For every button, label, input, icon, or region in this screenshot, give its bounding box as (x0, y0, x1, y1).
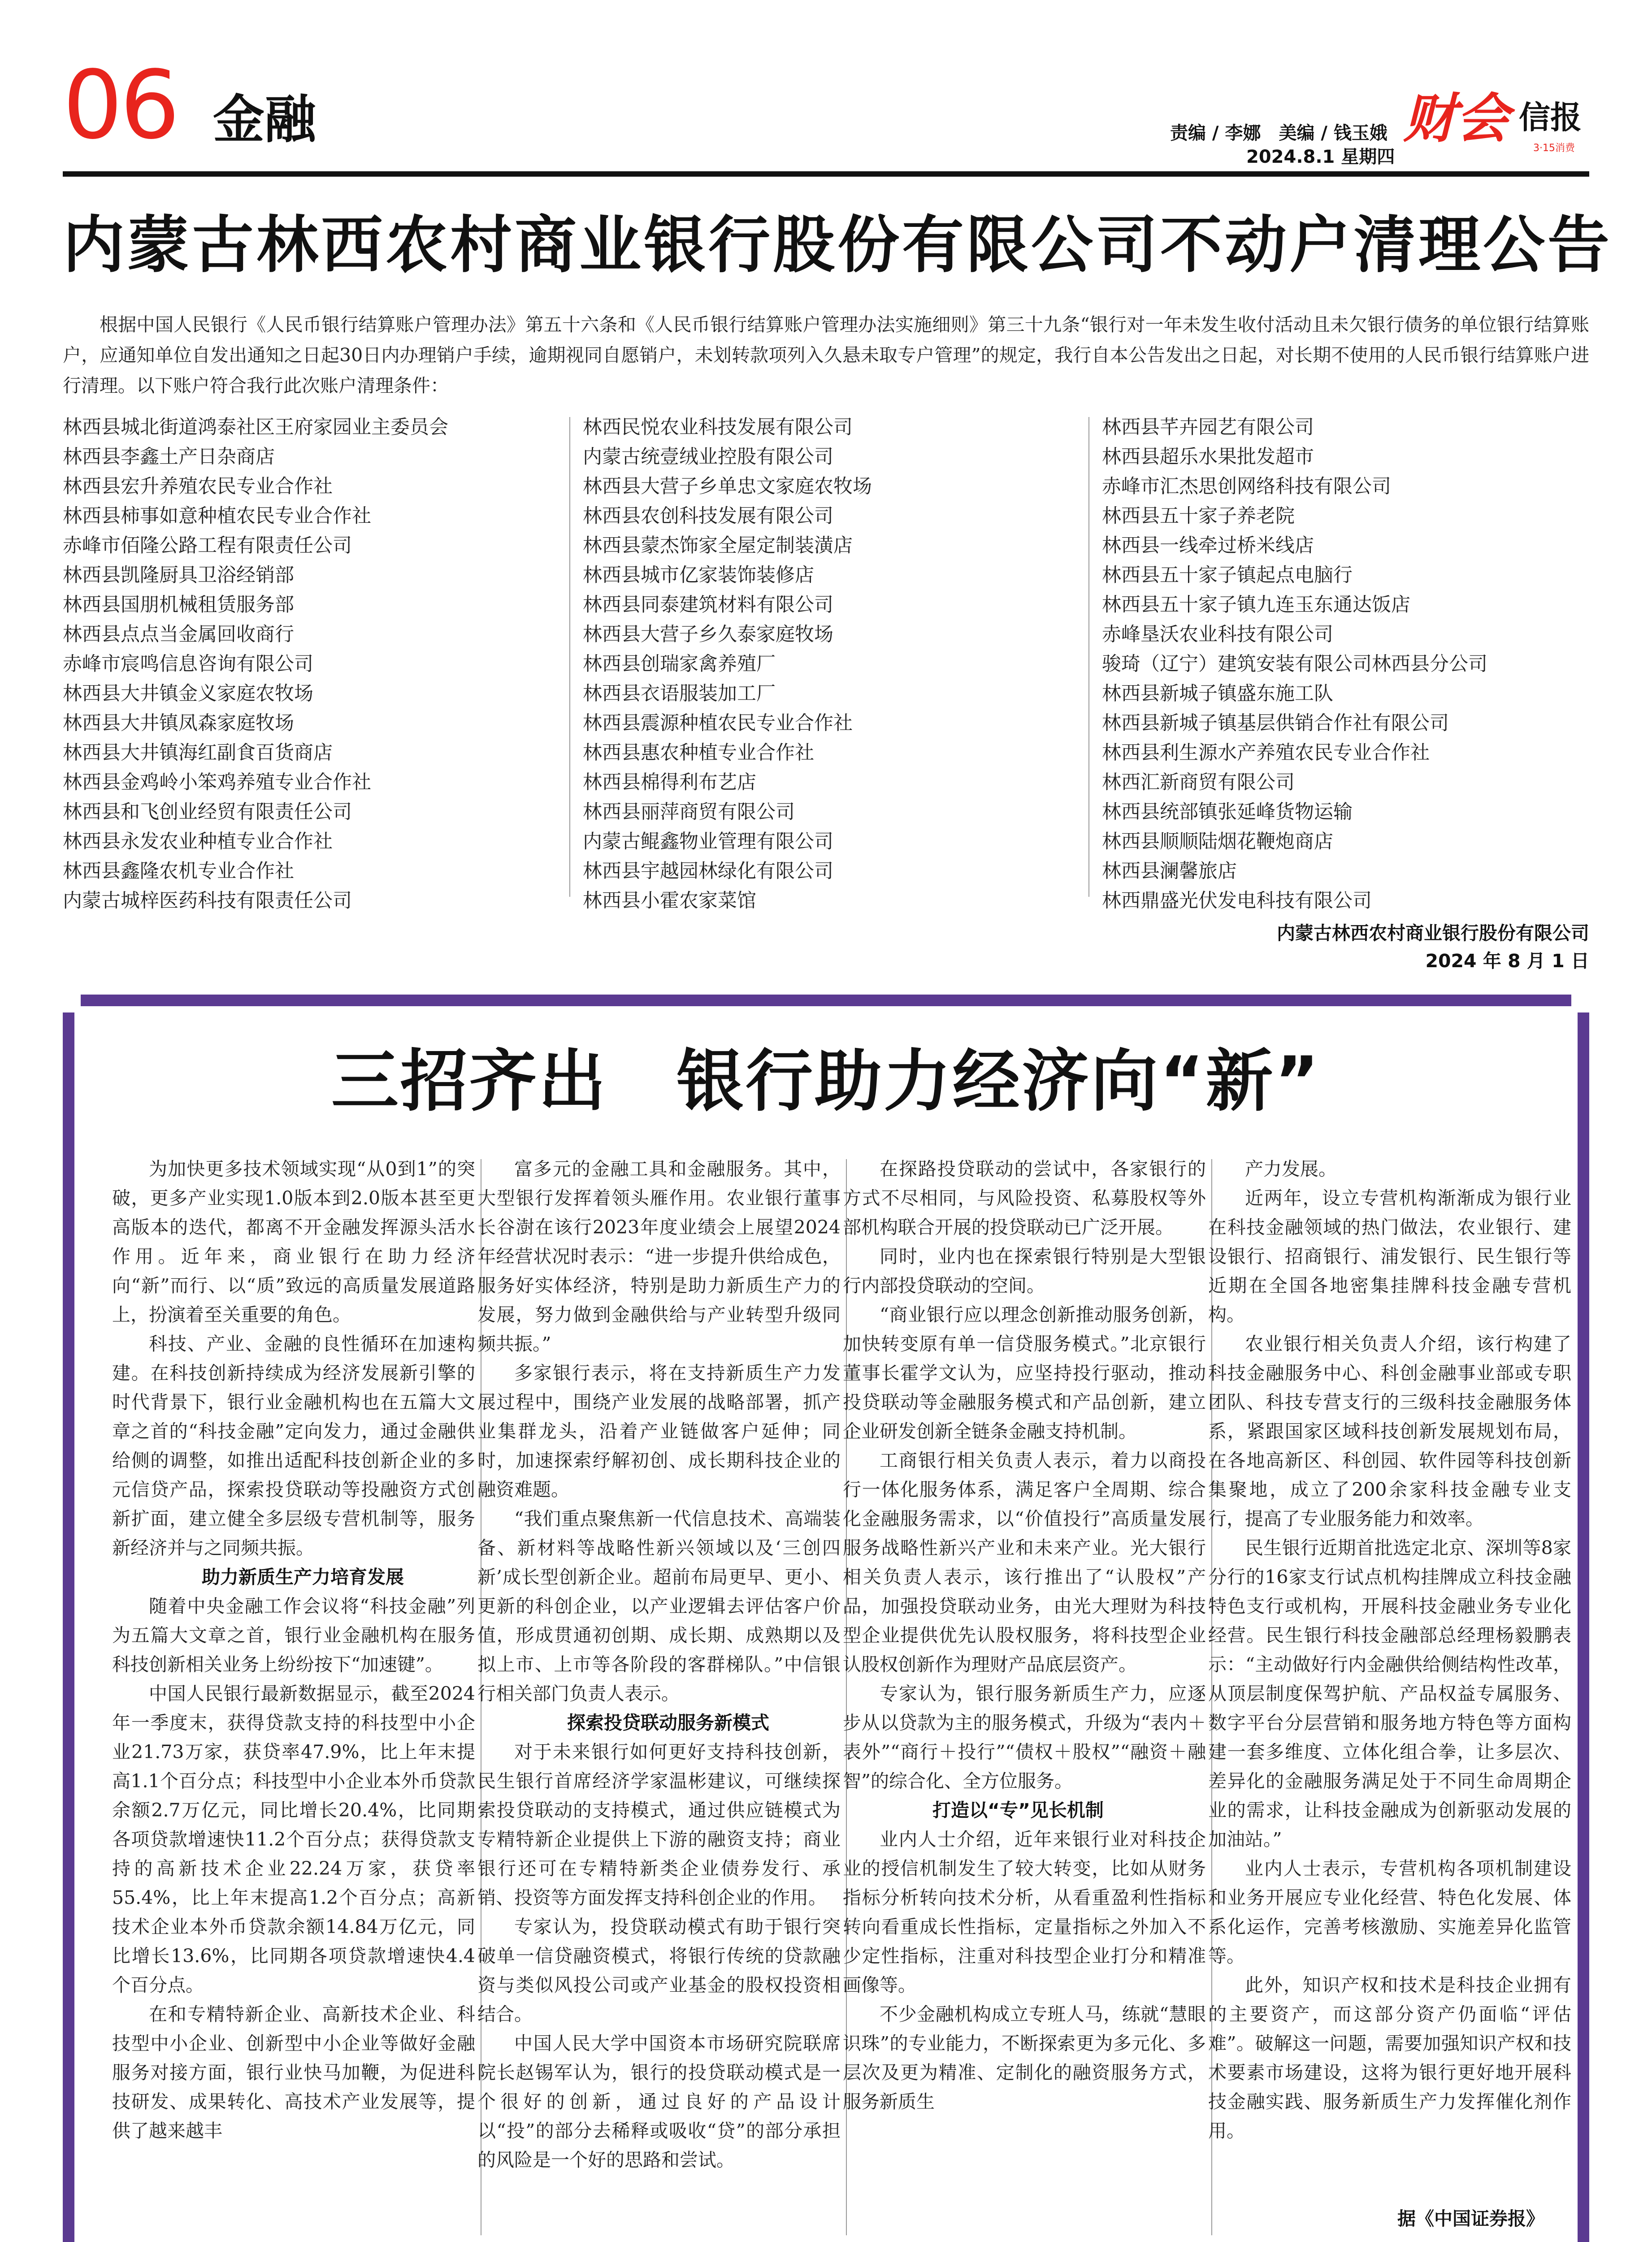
account-name: 林西县芊卉园艺有限公司 (1102, 416, 1314, 439)
account-name: 林西县大营子乡单忠文家庭农牧场 (583, 475, 872, 498)
article-paragraph: 工商银行相关负责人表示，着力以商投行一体化服务体系，满足客户全周期、综合化金融服务需求，以“价值投行”高质量发展服务战略性新兴产业和未来产业。光大银行相关负责人表示，该行推出了“认股权”产品，加强投贷联动业务，由光大理财为科技型企业提供优先认股权服务，将科技型企业认股权创新作为理财产品底层资产。 (843, 1450, 1206, 1675)
article-paragraph: 在探路投贷联动的尝试中，各家银行的方式不尽相同，与风险投资、私募股权等外部机构联合开展的投贷联动已广泛开展。 (843, 1158, 1206, 1238)
account-name: 林西县大井镇海红副食百货商店 (63, 742, 333, 764)
account-name: 林西县惠农种植专业合作社 (583, 742, 814, 764)
account-name: 林西县五十家子镇起点电脑行 (1102, 564, 1353, 587)
account-name: 林西县震源种植农民专业合作社 (583, 712, 853, 734)
account-name: 内蒙古城梓医药科技有限责任公司 (63, 890, 352, 912)
account-name: 林西县国朋机械租赁服务部 (63, 594, 294, 616)
signer-name: 内蒙古林西农村商业银行股份有限公司 (1277, 922, 1589, 944)
article-paragraph: 随着中央金融工作会议将“科技金融”列为五篇大文章之首，银行业金融机构在服务科技创新相关业务上纷纷按下“加速键”。 (112, 1595, 475, 1675)
article-paragraph: 在和专精特新企业、高新技术企业、科技型中小企业、创新型中小企业等做好金融服务对接方面，银行业快马加鞭，为促进科技研发、成果转化、高技术产业发展等，提供了越来越丰 (112, 2003, 475, 2142)
account-name: 林西县农创科技发展有限公司 (583, 505, 833, 527)
account-name: 林西县李鑫土产日杂商店 (63, 446, 275, 468)
article-paragraph: 产力发展。 (1245, 1158, 1337, 1180)
account-name: 林西县大营子乡久泰家庭牧场 (583, 623, 833, 646)
header-divider (63, 171, 1589, 177)
notice-title: 内蒙古林西农村商业银行股份有限公司不动户清理公告 (63, 209, 1613, 281)
sign-date: 2024 年 8 月 1 日 (1425, 950, 1589, 972)
article-paragraph: “商业银行应以理念创新推动服务创新，加快转变原有单一信贷服务模式。”北京银行董事长霍学文认为，应坚持投行驱动，推动投贷联动等金融服务模式和产品创新，建立企业研发创新全链条金融支持机制。 (843, 1304, 1206, 1442)
account-name: 赤峰市佰隆公路工程有限责任公司 (63, 534, 352, 557)
article-column-4 (1208, 1155, 1571, 2146)
account-name: 林西民悦农业科技发展有限公司 (583, 416, 853, 439)
account-name: 林西县创瑞家禽养殖厂 (583, 653, 776, 675)
account-name: 林西县金鸡岭小笨鸡养殖专业合作社 (63, 771, 371, 794)
account-name: 林西汇新商贸有限公司 (1102, 771, 1295, 794)
account-name: 林西县利生源水产养殖农民专业合作社 (1102, 742, 1430, 764)
article-paragraph: 为加快更多技术领域实现“从0到1”的突破，更多产业实现1.0版本到2.0版本甚至更高版本的迭代，都离不开金融发挥源头活水作用。近年来，商业银行在助力经济向“新”而行、以“质”致远的高质量发展道路上，扮演着至关重要的角色。 (112, 1158, 475, 1325)
account-name: 林西县小霍农家菜馆 (583, 890, 756, 912)
article-paragraph: “我们重点聚焦新一代信息技术、高端装备、新材料等战略性新兴领域以及‘三创四新’成长型创新企业。超前布局更早、更小、更新的科创企业，以产业逻辑去评估客户价值，形成贯通初创期、成长期、成熟期以及拟上市、上市等各阶段的客群梯队。”中信银行相关部门负责人表示。 (477, 1508, 841, 1704)
account-name: 赤峰市宸鸣信息咨询有限公司 (63, 653, 313, 675)
account-name: 林西县一线牵过桥米线店 (1102, 534, 1314, 557)
logo-sub-text: 信报 (1519, 99, 1582, 136)
article-subheading: 助力新质生产力培育发展 (202, 1566, 404, 1588)
article-paragraph: 同时，业内也在探索银行特别是大型银行内部投贷联动的空间。 (843, 1246, 1206, 1296)
frame-corner (1571, 995, 1589, 1012)
article-paragraph: 近两年，设立专营机构渐渐成为银行业在科技金融领域的热门做法，农业银行、建设银行、招商银行、浦发银行、民生银行等近期在全国各地密集挂牌科技金融专营机构。 (1208, 1187, 1571, 1325)
account-name: 林西县宇越园林绿化有限公司 (583, 860, 833, 882)
article-column-1 (112, 1155, 475, 2146)
account-name: 林西县宏升养殖农民专业合作社 (63, 475, 333, 498)
account-name: 林西县大井镇金义家庭农牧场 (63, 682, 313, 705)
account-name: 林西县大井镇凤森家庭牧场 (63, 712, 294, 734)
account-name: 林西县同泰建筑材料有限公司 (583, 594, 833, 616)
article-paragraph: 科技、产业、金融的良性循环在加速构建。在科技创新持续成为经济发展新引擎的时代背景下，银行业金融机构也在五篇大文章之首的“科技金融”定向发力，通过金融供给侧的调整，如推出适配科技创新企业的多元信贷产品，探索投贷联动等投融资方式创新扩面，建立健全多层级专营机制等，服务新经济并与之同频共振。 (112, 1333, 475, 1559)
notice-signature (1277, 919, 1589, 975)
account-name: 内蒙古统壹绒业控股有限公司 (583, 446, 833, 468)
article-paragraph: 中国人民银行最新数据显示，截至2024年一季度末，获得贷款支持的科技型中小企业21.73万家，获贷率47.9%，比上年末提高1.1个百分点；科技型中小企业本外币贷款余额2.7万亿元，同比增长20.4%，比同期各项贷款增速快11.2个百分点；获得贷款支持的高新技术企业22.24万家，获贷率55.4%，比上年末提高1.2个百分点；高新技术企业本外币贷款余额14.84万亿元，同比增长13.6%，比同期各项贷款增速快4.4个百分点。 (112, 1683, 475, 1996)
article-source: 据《中国证券报》 (1397, 2208, 1544, 2229)
account-name: 林西县超乐水果批发超市 (1102, 446, 1314, 468)
page-number: 06 (63, 50, 178, 160)
account-name: 林西县和飞创业经贸有限责任公司 (63, 801, 352, 823)
account-name: 林西县统部镇张延峰货物运输 (1102, 801, 1353, 823)
account-list-col3 (1102, 413, 1595, 916)
account-name: 林西县鑫隆农机专业合作社 (63, 860, 294, 882)
account-name: 林西县柿事如意种植农民专业合作社 (63, 505, 371, 527)
article-paragraph: 业内人士介绍，近年来银行业对科技企业的授信机制发生了较大转变，比如从财务指标分析转向技术分析，从看重盈利性指标转向看重成长性指标，定量指标之外加入不少定性指标，注重对科技型企业打分和精准画像等。 (843, 1829, 1206, 1996)
article-paragraph: 中国人民大学中国资本市场研究院联席院长赵锡军认为，银行的投贷联动模式是一个很好的创新，通过良好的产品设计以“投”的部分去稀释或吸收“贷”的部分承担的风险是一个好的思路和尝试。 (477, 2033, 841, 2171)
column-divider (569, 417, 570, 897)
article-paragraph: 农业银行相关负责人介绍，该行构建了科技金融服务中心、科创金融事业部或专职团队、科技专营支行的三级科技金融服务体系，紧跟国家区域科技创新发展规划布局，在各地高新区、科创园、软件园等科技创新集聚地，成立了200余家科技金融专业支行，提高了专业服务能力和效率。 (1208, 1333, 1571, 1529)
article-paragraph: 专家认为，银行服务新质生产力，应逐步从以贷款为主的服务模式，升级为“表内＋表外”“商行＋投行”“债权＋股权”“融资＋融智”的综合化、全方位服务。 (843, 1683, 1206, 1792)
account-name: 林西县五十家子养老院 (1102, 505, 1295, 527)
article-column-3 (843, 1155, 1206, 2116)
issue-date: 2024.8.1 星期四 (1246, 147, 1395, 167)
account-name: 赤峰垦沃农业科技有限公司 (1102, 623, 1333, 646)
article-title: 三招齐出 银行助力经济向“新” (331, 1043, 1321, 1121)
account-name: 林西县新城子镇盛东施工队 (1102, 682, 1333, 705)
article-paragraph: 民生银行近期首批选定北京、深圳等8家分行的16家支行试点机构挂牌成立科技金融特色支行或机构，开展科技金融业务专业化经营。民生银行科技金融部总经理杨毅鹏表示：“主动做好行内金融供给侧结构性改革，从顶层制度保驾护航、产品权益专属服务、数字平台分层营销和服务地方特色等方面构建一套多维度、立体化组合拳，让多层次、差异化的金融服务满足处于不同生命周期企业的需求，让科技金融成为创新驱动发展的加油站。” (1208, 1537, 1571, 1850)
account-name: 林西鼎盛光伏发电科技有限公司 (1102, 890, 1372, 912)
logo-main-text: 财会 (1403, 87, 1509, 149)
article-paragraph: 业内人士表示，专营机构各项机制建设和业务开展应专业化经营、特色化发展、体系化运作，完善考核激励、实施差异化监管等。 (1208, 1858, 1571, 1967)
notice-intro: 根据中国人民银行《人民币银行结算账户管理办法》第五十六条和《人民币银行结算账户管理办法实施细则》第三十九条“银行对一年未发生收付活动且未欠银行债务的单位银行结算账户，应通知单位自发出通知之日起30日内办理销户手续，逾期视同自愿销户，未划转款项列入久悬未取专户管理”的规定，我行自本公告发出之日起，对长期不使用的人民币银行结算账户进行清理。以下账户符合我行此次账户清理条件： (63, 314, 1589, 396)
account-name: 林西县点点当金属回收商行 (63, 623, 294, 646)
account-name: 骏琦（辽宁）建筑安装有限公司林西县分公司 (1102, 653, 1487, 675)
account-name: 林西县丽萍商贸有限公司 (583, 801, 795, 823)
logo-tagline: 3·15消费 (1533, 143, 1575, 154)
account-name: 林西县五十家子镇九连玉东通达饭店 (1102, 594, 1410, 616)
account-name: 林西县澜馨旅店 (1102, 860, 1237, 882)
editor-credits: 责编 / 李娜 美编 / 钱玉娥 (1170, 123, 1388, 143)
article-subheading: 探索投贷联动服务新模式 (567, 1712, 769, 1734)
account-list-col2 (583, 413, 1076, 916)
article-column-2 (477, 1155, 841, 2175)
account-name: 赤峰市汇杰思创网络科技有限公司 (1102, 475, 1391, 498)
account-name: 林西县顺顺陆烟花鞭炮商店 (1102, 830, 1333, 853)
column-divider (1088, 417, 1089, 897)
account-name: 内蒙古鲲鑫物业管理有限公司 (583, 830, 833, 853)
account-name: 林西县蒙杰饰家全屋定制装潢店 (583, 534, 853, 557)
article-paragraph: 专家认为，投贷联动模式有助于银行突破单一信贷融资模式，将银行传统的贷款融资与类似风投公司或产业基金的股权投资相结合。 (477, 1916, 841, 2025)
account-name: 林西县凯隆厨具卫浴经销部 (63, 564, 294, 587)
frame-corner (63, 995, 81, 1012)
account-name: 林西县衣语服装加工厂 (583, 682, 776, 705)
account-name: 林西县城北街道鸿泰社区王府家园业主委员会 (63, 416, 448, 439)
article-paragraph: 此外，知识产权和技术是科技企业拥有的主要资产，而这部分资产仍面临“评估难”。破解这一问题，需要加强知识产权和技术要素市场建设，这将为银行更好地开展科技金融实践、服务新质生产力发挥催化剂作用。 (1208, 1974, 1571, 2142)
section-title: 金融 (213, 90, 317, 150)
account-name: 林西县永发农业种植专业合作社 (63, 830, 333, 853)
account-name: 林西县新城子镇基层供销合作社有限公司 (1102, 712, 1449, 734)
newspaper-logo (1403, 87, 1600, 164)
account-list-col1 (63, 413, 556, 916)
article-paragraph: 对于未来银行如何更好支持科技创新，民生银行首席经济学家温彬建议，可继续探索投贷联动的支持模式，通过供应链模式为专精特新企业提供上下游的融资支持；商业银行还可在专精特新类企业债券发行、承销、投资等方面发挥支持科创企业的作用。 (477, 1741, 841, 1908)
article-subheading: 打造以“专”见长机制 (932, 1799, 1104, 1821)
account-name: 林西县城市亿家装饰装修店 (583, 564, 814, 587)
article-paragraph: 富多元的金融工具和金融服务。其中，大型银行发挥着领头雁作用。农业银行董事长谷澍在该行2023年度业绩会上展望2024年经营状况时表示：“进一步提升供给成色，服务好实体经济，特别是助力新质生产力的发展，努力做到金融供给与产业转型升级同频共振。” (477, 1158, 841, 1355)
account-name: 林西县棉得利布艺店 (583, 771, 756, 794)
article-paragraph: 多家银行表示，将在支持新质生产力发展过程中，围绕产业发展的战略部署，抓产业集群龙头，沿着产业链做客户延伸；同时，加速探索纾解初创、成长期科技企业的融资难题。 (477, 1362, 841, 1500)
article-paragraph: 不少金融机构成立专班人马，练就“慧眼识珠”的专业能力，不断探索更为多元化、多层次及更为精准、定制化的融资服务方式，服务新质生 (843, 2003, 1206, 2112)
